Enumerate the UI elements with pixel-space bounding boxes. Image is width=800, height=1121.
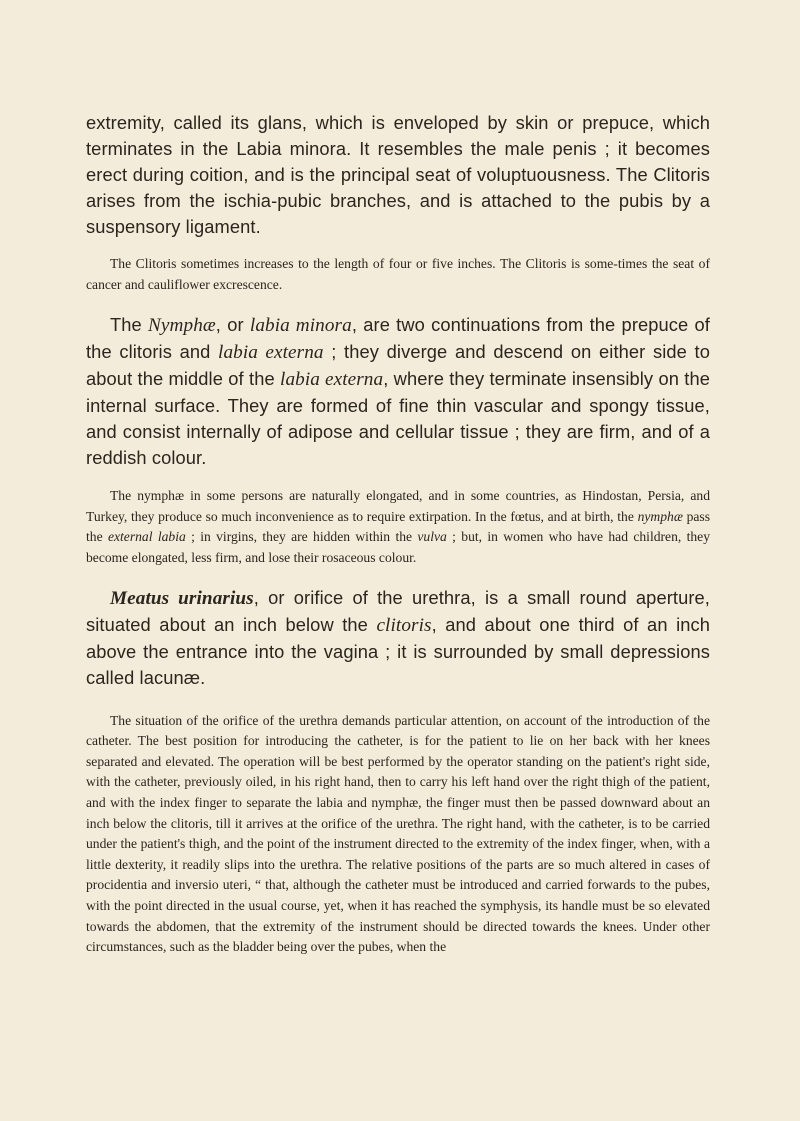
body-paragraph-nymphae <box>86 312 710 471</box>
term-external-labia: external labia <box>107 529 186 545</box>
term-vulva: vulva <box>417 529 447 545</box>
text-run: The nymphæ in some persons are naturally elongated, and in some countries, as Hindostan, Persia, and Turkey, they produce so much inconvenience as to require extirpation. In the fœtus, and at birth, the <box>86 488 710 524</box>
text-run: , or orifice of the urethra, is a small round aperture, situated about an inch below the <box>86 586 710 635</box>
text-run: , and about one third of an inch above the entrance into the vagina ; it is surrounded by small depressions called lacunæ. <box>86 613 711 688</box>
text-run: , where they terminate insensibly on the internal surface. They are formed of fine thin vascular and spongy tissue, and consist internally of adipose and cellular tissue ; they are firm, and of a reddish colour. <box>86 368 710 469</box>
text-run: The <box>110 314 149 336</box>
note-paragraph-nymphae <box>86 486 710 568</box>
text-run: ; in virgins, they are hidden within the <box>185 529 418 545</box>
term-labia-externa: labia externa <box>218 342 324 364</box>
text-run: pass the <box>86 508 711 545</box>
term-nymphae: nymphæ <box>637 508 683 524</box>
text-run: ; they diverge and descend on either side to about the middle of the <box>86 341 711 390</box>
note-paragraph-clitoris: The Clitoris sometimes increases to the length of four or five inches. The Clitoris is some-times the seat of cancer and cauliflower excrescence. <box>86 256 710 292</box>
body-paragraph-clitoris: extremity, called its glans, which is enveloped by skin or prepuce, which terminates in the Labia minora. It resembles the male penis ; it becomes erect during coition, and is the principal seat of voluptuousness. The Clitoris arises from the ischia-pubic branches, and is attached to the pubis by a suspensory ligament. <box>86 112 710 237</box>
term-clitoris: clitoris <box>376 614 432 636</box>
book-page <box>86 110 710 958</box>
note-paragraph-catheter: The situation of the orifice of the urethra demands particular attention, on account of the introduction of the catheter. The best position for introducing the catheter, is for the patient to lie on her back with her knees separated and elevated. The operation will be best performed by the operator standing on the patient's right side, with the catheter, previously oiled, in his right hand, then to carry his left hand over the right thigh of the patient, and with the index finger to separate the labia and nymphæ, the finger must then be passed downward about an inch below the clitoris, till it arrives at the orifice of the urethra. The right hand, with the catheter, is to be carried under the patient's thigh, and the point of the instrument directed to the extremity of the index finger, when, with a little dexterity, it readily slips into the urethra. The relative positions of the parts are so much altered in cases of procidentia and inversio uteri, “ that, although the catheter must be introduced and carried forwards to the pubes, with the point directed in the usual course, yet, when it has reached the symphysis, its handle must be so elevated towards the abdomen, that the extremity of the instrument should be directed towards the knees. Under other circumstances, such as the bladder being over the pubes, when the <box>86 712 710 955</box>
term-labia-minora: labia minora <box>249 315 352 337</box>
text-run: , are two continuations from the prepuce of the clitoris and <box>86 314 710 363</box>
term-nymphae: Nymphæ <box>148 315 216 337</box>
text-run: ; but, in women who have had children, they become elongated, less firm, and lose their rosaceous colour. <box>86 529 711 565</box>
body-paragraph-meatus <box>86 585 710 691</box>
term-meatus-urinarius: Meatus urinarius <box>110 587 254 609</box>
term-labia-externa: labia externa <box>280 369 384 391</box>
text-run: , or <box>215 314 250 336</box>
